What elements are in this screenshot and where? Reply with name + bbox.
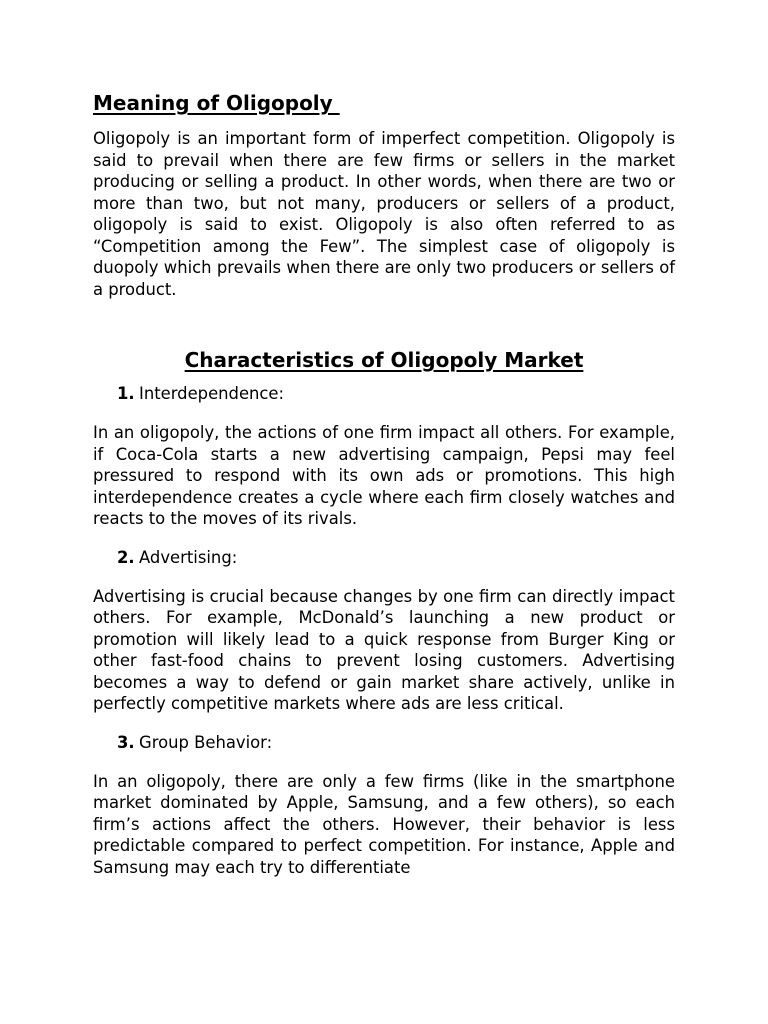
section-title-characteristics: Characteristics of Oligopoly Market bbox=[184, 348, 584, 372]
interdependence-paragraph: In an oligopoly, the actions of one firm impact all others. For example, if Coca-Cola starts a new advertising campaign, Pepsi may feel pressured to respond with its own ads or promotions. This high interdependence creates a cycle where each firm closely watches and reacts to the moves of its rivals. bbox=[93, 423, 675, 528]
meaning-paragraph: Oligopoly is an important form of imperfect competition. Oligopoly is said to prevail when there are few firms or sellers in the market producing or selling a product. In other words, when there are two or more than two, but not many, producers or sellers of a product, oligopoly is said to exist. Oligopoly is also often referred to as “Competition among the Few”. The simplest case of oligopoly is duopoly which prevails when there are only two producers or sellers of a product. bbox=[93, 129, 675, 299]
list-number: 1. bbox=[117, 384, 135, 403]
list-number: 3. bbox=[117, 732, 135, 752]
group-behavior-paragraph: In an oligopoly, there are only a few firms (like in the smartphone market dominated by Apple, Samsung, and a few others), so each firm’s actions affect the others. However, their behavior is less predictable compared to perfect competition. For instance, Apple and Samsung may each try to differentiate bbox=[93, 771, 675, 877]
list-item-interdependence bbox=[93, 383, 675, 405]
list-number: 2. bbox=[117, 547, 135, 567]
document-page bbox=[93, 88, 675, 878]
section-title-meaning: Meaning of Oligopoly bbox=[93, 91, 340, 115]
list-item-label: Group Behavior: bbox=[139, 732, 273, 752]
list-item-label: Advertising: bbox=[139, 547, 238, 567]
list-item-advertising bbox=[93, 547, 675, 569]
advertising-paragraph: Advertising is crucial because changes by one firm can directly impact others. For example, McDonald’s launching a new product or promotion will likely lead to a quick response from Burger King or other fast-food chains to prevent losing customers. Advertising becomes a way to defend or gain market share actively, unlike in perfectly competitive markets where ads are less critical. bbox=[93, 586, 675, 713]
list-item-label: Interdependence: bbox=[139, 384, 285, 403]
list-item-group-behavior bbox=[93, 732, 675, 754]
